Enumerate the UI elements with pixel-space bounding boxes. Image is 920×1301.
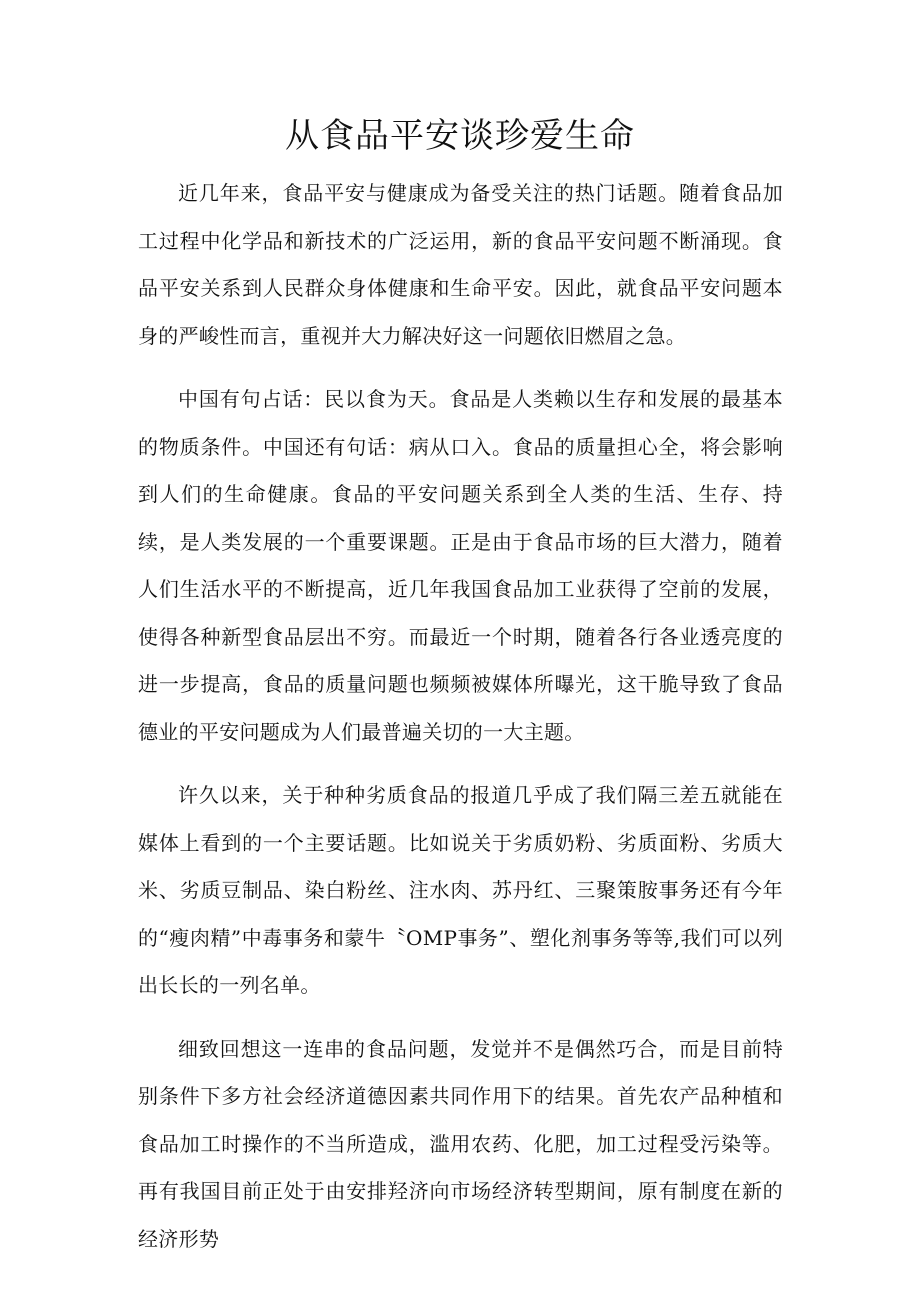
- paragraph: 细致回想这一连串的食品问题，发觉并不是偶然巧合，而是目前特别条件下多方社会经济道德因素共同作用下的结果。首先农产品种植和食品加工时操作的不当所造成，滥用农药、化肥，加工过程受污染等。再有我国目前正处于由安排羟济向市场经济转型期间，原有制度在新的经济形势: [138, 1036, 783, 1251]
- document-body: [138, 170, 783, 1279]
- paragraph: 许久以来，关于种种劣质食品的报道几乎成了我们隔三差五就能在媒体上看到的一个主要话题。比如说关于劣质奶粉、劣质面粉、劣质大米、劣质豆制品、染白粉丝、注水肉、苏丹红、三聚策胺事务还有今年的“瘦肉精”中毒事务和蒙牛〝OMP事务”、塑化剂事务等等,我们可以列出长长的一列名单。: [138, 783, 783, 997]
- paragraph: 中国有句占话：民以食为天。食品是人类赖以生存和发展的最基本的物质条件。中国还有句话：病从口入。食品的质量担心全，将会影响到人们的生命健康。食品的平安问题关系到全人类的生活、生存、持续，是人类发展的一个重要课题。正是由于食品市场的巨大潜力，随着人们生活水平的不断提高，近几年我国食品加工业获得了空前的发展，使得各种新型食品层出不穷。而最近一个时期，随着各行各业透亮度的进一步提高，食品的质量问题也频频被媒体所曝光，这干脆导致了食品德业的平安问题成为人们最普遍关切的一大主题。: [138, 387, 783, 744]
- document-title: 从食品平安谈珍爱生命: [285, 116, 635, 156]
- paragraph: 近几年来，食品平安与健康成为备受关注的热门话题。随着食品加工过程中化学品和新技术的广泛运用，新的食品平安问题不断涌现。食品平安关系到人民群众身体健康和生命平安。因此，就食品平安问题本身的严峻性而言，重视并大力解决好这一问题依旧燃眉之急。: [138, 181, 783, 348]
